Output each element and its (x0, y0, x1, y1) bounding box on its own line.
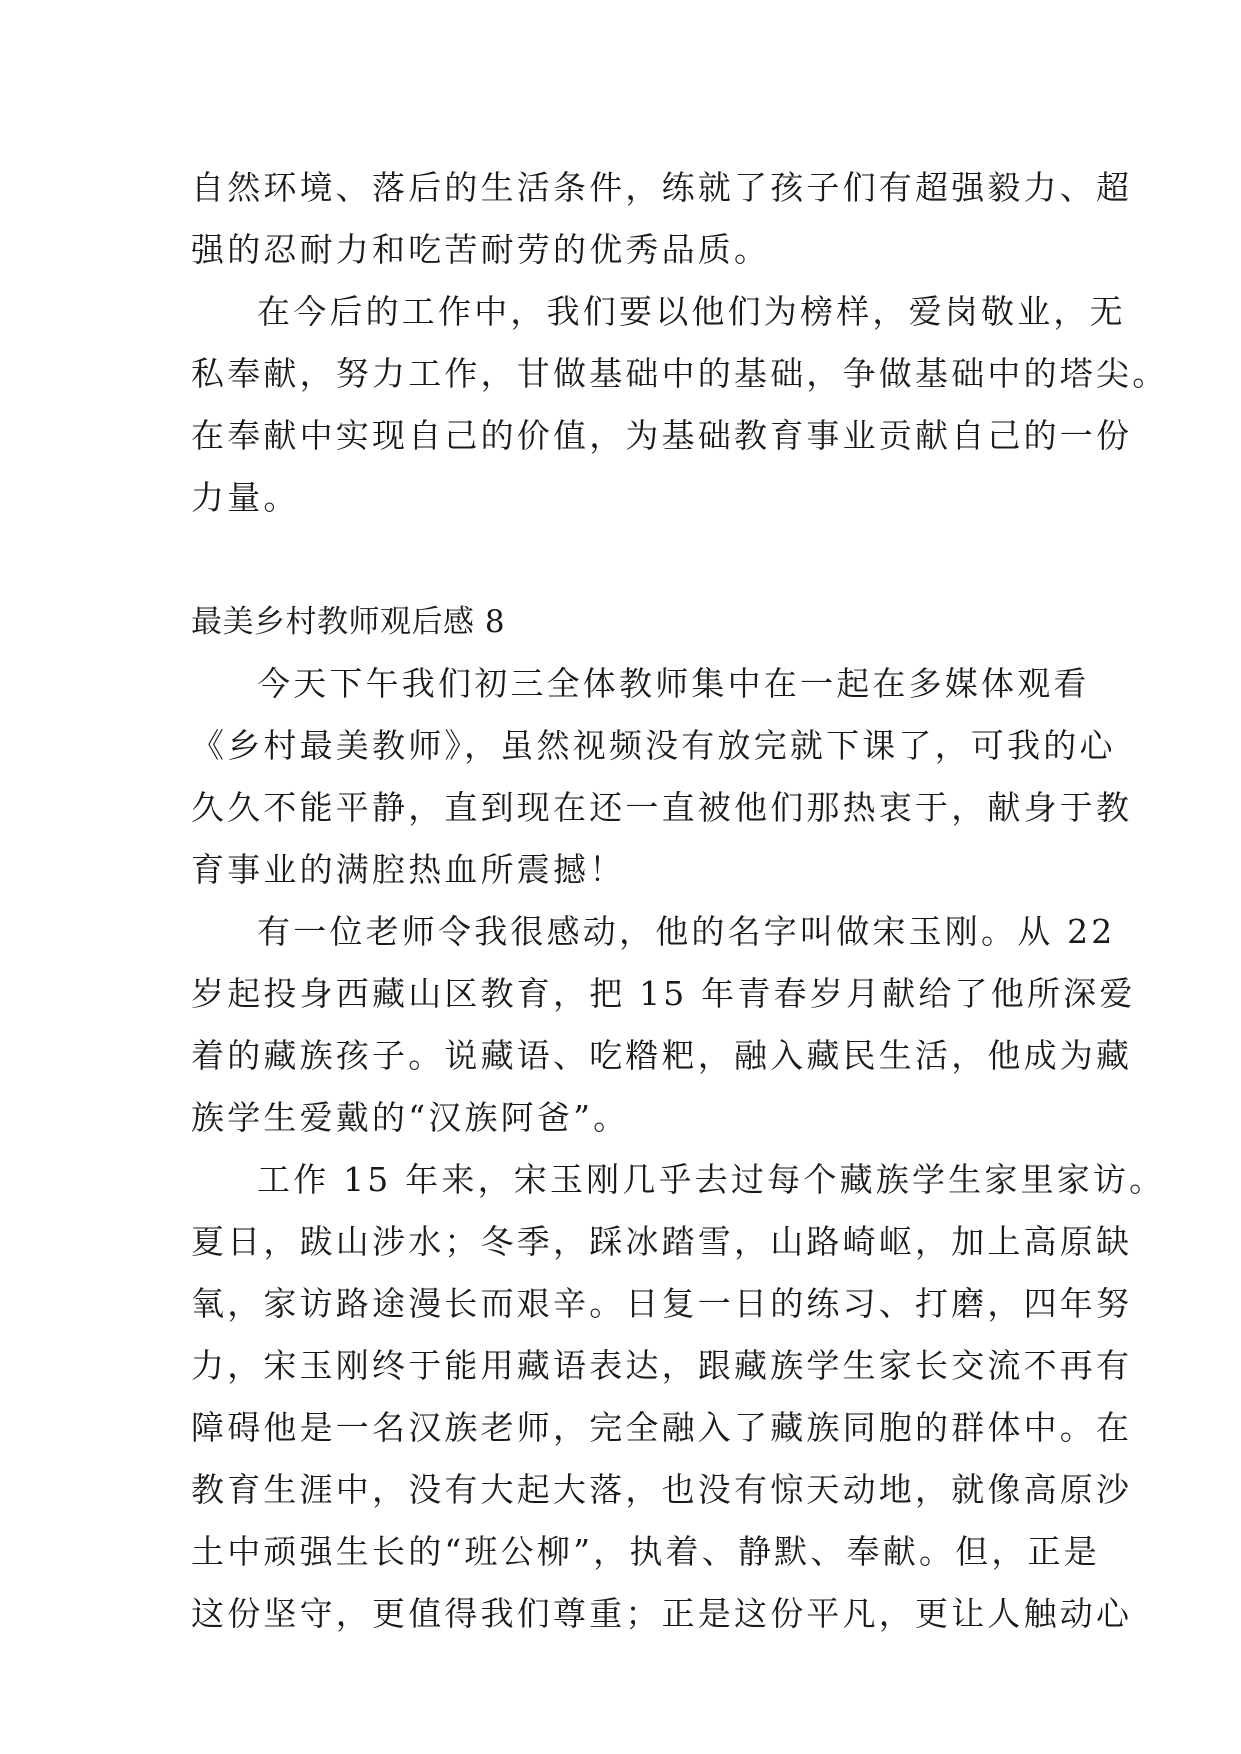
text-line: 私奉献，努力工作，甘做基础中的基础，争做基础中的塔尖。 (191, 354, 1169, 393)
paragraph-2 (191, 901, 1136, 1149)
text-line: 族学生爱戴的“汉族阿爸”。 (191, 1098, 630, 1137)
text-line: 工作 15 年来，宋玉刚几乎去过每个藏族学生家里家访。 (257, 1160, 1166, 1199)
paragraph-continuation (191, 157, 1133, 281)
text-line: 在奉献中实现自己的价值，为基础教育事业贡献自己的一份 (191, 416, 1133, 455)
text-line: 力量。 (191, 478, 300, 517)
text-line: 有一位老师令我很感动，他的名字叫做宋玉刚。从 22 (257, 912, 1116, 951)
text-line: 障碍他是一名汉族老师，完全融入了藏族同胞的群体中。在 (191, 1408, 1133, 1447)
document-body (191, 157, 1169, 1645)
text-line: 自然环境、落后的生活条件，练就了孩子们有超强毅力、超 (191, 168, 1133, 207)
text-line: 夏日，跋山涉水；冬季，踩冰踏雪，山路崎岖，加上高原缺 (191, 1222, 1133, 1261)
text-line: 岁起投身西藏山区教育，把 15 年青春岁月献给了他所深爱 (191, 974, 1136, 1013)
paragraph-3 (191, 1149, 1166, 1645)
text-line: 《乡村最美教师》，虽然视频没有放完就下课了，可我的心 (191, 726, 1116, 765)
text-line: 力，宋玉刚终于能用藏语表达，跟藏族学生家长交流不再有 (191, 1346, 1133, 1385)
text-line: 这份坚守，更值得我们尊重；正是这份平凡，更让人触动心 (191, 1594, 1133, 1633)
text-line: 教育生涯中，没有大起大落，也没有惊天动地，就像高原沙 (191, 1470, 1133, 1509)
text-line: 氧，家访路途漫长而艰辛。日复一日的练习、打磨，四年努 (191, 1284, 1133, 1323)
text-line: 久久不能平静，直到现在还一直被他们那热衷于，献身于教 (191, 788, 1133, 827)
paragraph-conclusion (191, 281, 1169, 529)
text-line: 在今后的工作中，我们要以他们为榜样，爱岗敬业，无 (257, 292, 1126, 331)
paragraph-1 (191, 653, 1133, 901)
section-title: 最美乡村教师观后感 8 (191, 604, 506, 640)
text-line: 育事业的满腔热血所震撼！ (191, 850, 626, 889)
text-line: 今天下午我们初三全体教师集中在一起在多媒体观看 (257, 664, 1090, 703)
text-line: 土中顽强生长的“班公柳”，执着、静默、奉献。但，正是 (191, 1532, 1100, 1571)
text-line: 着的藏族孩子。说藏语、吃糌粑，融入藏民生活，他成为藏 (191, 1036, 1133, 1075)
text-line: 强的忍耐力和吃苦耐劳的优秀品质。 (191, 230, 771, 269)
